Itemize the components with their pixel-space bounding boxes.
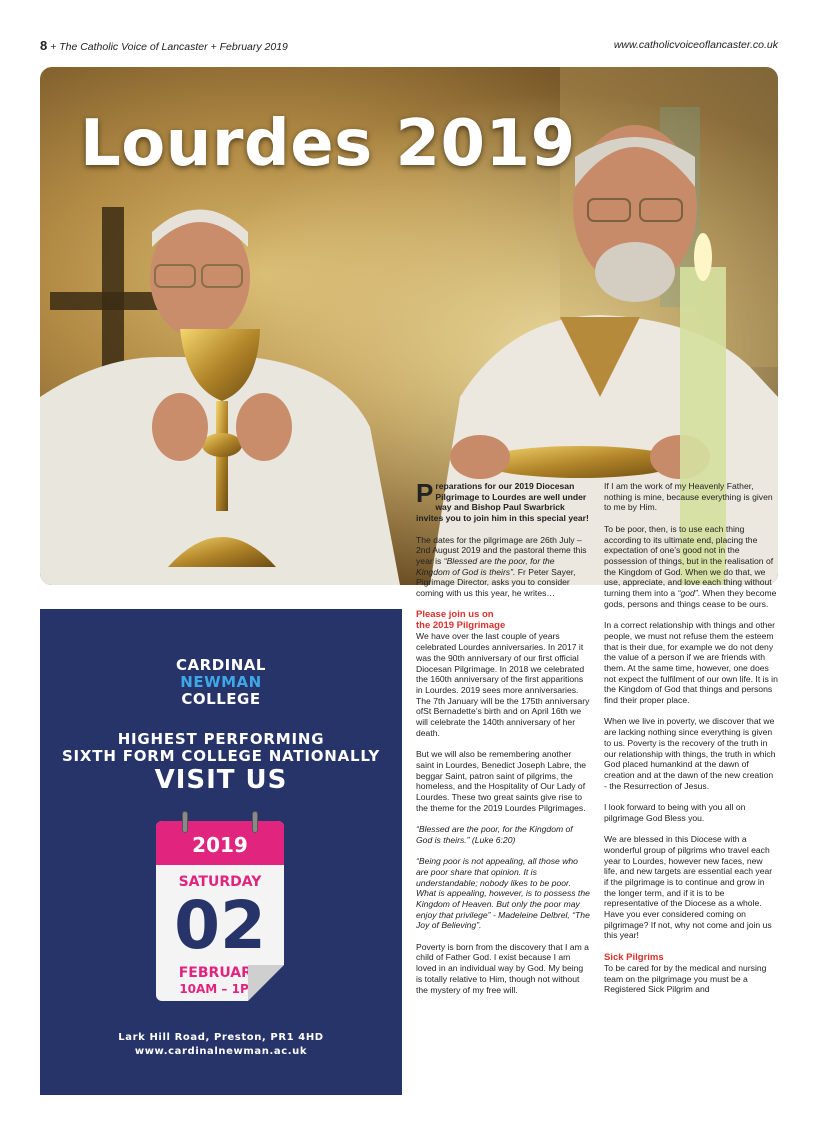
theme-quote: “Blessed are the poor, for the Kingdom of God is theirs”. (416, 555, 555, 577)
drop-cap: P (416, 478, 434, 508)
subheading: Please join us on (416, 609, 494, 621)
header-left (40, 38, 288, 53)
subheading: the 2019 Pilgrimage (416, 620, 506, 632)
calendar-icon (156, 821, 284, 1001)
page-curl-icon (248, 965, 284, 1001)
article-paragraph: I look forward to being with you all on pilgrimage God Bless you. (604, 802, 746, 823)
paragraph-text: To be poor, then, is to use each thing according to its ultimate end, placing the expectation of one’s good not in the possession of things, but in the realisation of the Kingdom of God. When we do that, we use, appreciate, and love each thing without turning them into a (604, 523, 774, 599)
scripture-quote: “Blessed are the poor, for the Kingdom of God is theirs.” (Luke 6:20) (416, 824, 573, 845)
calendar-month: FEBRUARY (178, 965, 262, 981)
lead-text: reparations for our 2019 Diocesan Pilgrimage to Lourdes are well under way and Bishop Paul Swarbrick invites you to join him in this special year! (416, 481, 589, 524)
page-header (40, 38, 778, 56)
article-paragraph: Poverty is born from the discovery that I am a child of Father God. I exist because I am loved in an individual way by God. My being is totally relative to Him, though not without the mystery of my free will. (416, 941, 589, 995)
advert-headline1: HIGHEST PERFORMING (117, 730, 325, 748)
calendar-weekday: SATURDAY (178, 874, 262, 890)
calendar-year: 2019 (192, 833, 248, 857)
article-paragraph: We have over the last couple of years celebrated Lourdes anniversaries. In 2017 it was the 90th anniversary of our first official Diocesan Pilgrimage. In 2018 we celebrated the 160th anniversary of the first apparitions in Lourdes. 2019 sees more anniversaries. The 7th January will be the 175th anniversary ofSt Bernadette’s birth and on April 16th we will celebrate the 140th anniversary of her death. (416, 631, 590, 738)
college-website[interactable]: www.cardinalnewman.ac.uk (134, 1046, 308, 1057)
article-paragraph: We are blessed in this Diocese with a wonderful group of pilgrims who travel each year to Lourdes, however new faces, new life, and new targets are essential each year if the pilgrimage is to continue and grow in the longer term, and if it is to be representative of the Diocese as a whole. Have you ever considered coming on pilgrimage? If not, why not come and join us this year! (604, 834, 773, 941)
college-logo-line3: COLLEGE (181, 690, 261, 708)
college-logo-line1: CARDINAL (176, 656, 266, 674)
paragraph-text: . When they become gods, persons and things cease to be ours. (604, 588, 777, 609)
paragraph-text: The dates for the pilgrimage are 26th July – 2nd August 2019 and the pastoral theme this year is (416, 534, 587, 566)
calendar-ring-icon (182, 811, 188, 833)
article-paragraph: To be cared for by the medical and nursing team on the pilgrimage you must be a Registered Sick Pilgrim and (604, 962, 767, 995)
page-title: Lourdes 2019 (80, 107, 576, 181)
calendar-time: 10AM – 1PM (179, 982, 261, 996)
calendar-day: 02 (174, 887, 266, 964)
delbrel-quote: “Being poor is not appealing, all those who are poor share that opinion. It is understandable; nobody likes to be poor. What is appealing, however, is to possess the Kingdom of Heaven. But only the poor may enjoy that privilege” - Madeleine Delbrel, “The Joy of Believing”. (416, 856, 590, 931)
visit-us-heading: VISIT US (154, 765, 288, 795)
advert-headline2: SIXTH FORM COLLEGE NATIONALLY (61, 747, 381, 765)
article-paragraph (604, 524, 778, 610)
article-paragraph: In a correct relationship with things and other people, we must not refuse them the esteem that is their due, for example we do not deny the value of a person if we are friends with them. At the same time, however, one does not expect the fulfilment of our own life. It is in the Kingdom of God that things and persons find their proper place. (604, 620, 778, 706)
article-lead (416, 478, 590, 524)
publication-line: + The Catholic Voice of Lancaster + February 2019 (47, 41, 288, 53)
article-column-2 (604, 481, 778, 1006)
article-paragraph: When we live in poverty, we discover that we are lacking nothing since everything is given to us. Poverty is the recovery of the truth in our relationship with things, the truth in which God placed humankind at the dawn of creation and at the dawn of the new creation - the Resurrection of Jesus. (604, 716, 776, 791)
subheading: Sick Pilgrims (604, 951, 664, 963)
college-address: Lark Hill Road, Preston, PR1 4HD (118, 1032, 324, 1043)
page-number: 8 (40, 38, 48, 53)
article-paragraph: If I am the work of my Heavenly Father, nothing is mine, because everything is given to me by Him. (604, 481, 773, 513)
college-logo-line2: NEWMAN (180, 673, 262, 691)
article-paragraph: But we will also be remembering another saint in Lourdes, Benedict Joseph Labre, the beggar Saint, patron saint of pilgrims, the homeless, and the Hospitality of Our Lady of Lourdes. These two great saints give rise to the theme for the 2019 Lourdes Pilgrimages. (416, 749, 587, 813)
college-advert[interactable] (40, 609, 402, 1095)
paragraph-text: Fr Peter Sayer, Pigrimage Director, asks you to consider coming with us this year, he writes… (416, 566, 576, 599)
inline-quote: “god” (677, 588, 698, 599)
calendar-ring-icon (252, 811, 258, 833)
article-paragraph (416, 535, 590, 599)
article-column-1 (416, 478, 590, 1006)
website-url: www.catholicvoiceoflancaster.co.uk (613, 39, 778, 51)
